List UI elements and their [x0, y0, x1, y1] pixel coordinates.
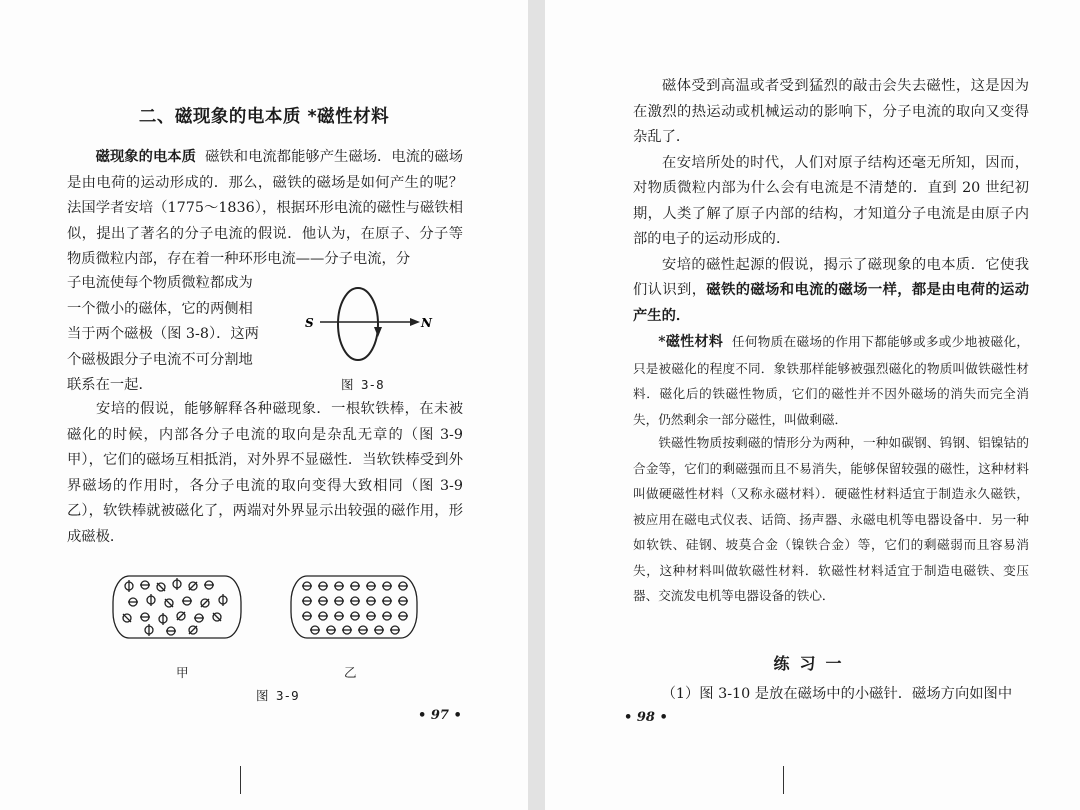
right-page-number: • 98 • [624, 710, 668, 725]
exercise-item-1: （1）图 3-10 是放在磁场中的小磁针．磁场方向如图中 [661, 686, 1013, 702]
exercise-title: 练习一 [773, 654, 852, 673]
figure-3-9-label-a: 甲 [176, 665, 189, 680]
left-page-number: • 97 • [418, 708, 462, 723]
figure-3-8 [298, 285, 438, 365]
left-paragraph-2: 安培的假说，能够解释各种磁现象．一根软铁棒，在未被磁化的时候，内部各分子电流的取向是杂乱无章的（图 3-9 甲），它们的磁场互相抵消，对外界不显磁性．当软铁棒受到外界磁场的作用时，各分子电流的取向变得大致相同（图 3-9 乙），软铁棒就被磁化了，两端对外界显示出较强的磁作用，形成磁极． [67, 401, 463, 545]
aligned-molecular-currents [291, 576, 417, 638]
section-heading: 二、磁现象的电本质 *磁性材料 [138, 107, 390, 127]
wrap-line: 联系在一起． [67, 377, 153, 393]
book-gutter [528, 0, 545, 810]
key-conclusion: 磁铁的磁场和电流的磁场一样，都是由电荷的运动产生的． [633, 282, 1029, 324]
right-paragraph-5: 铁磁性物质按剩磁的情形分为两种，一种如碳钢、钨钢、铝镍钴的合金等，它们的剩磁强而且不易消失，能够保留较强的磁性，这种材料叫做硬磁性材料（又称永磁材料）．硬磁性材料适宜于制造永久磁铁，被应用在磁电式仪表、话筒、扬声器、永磁电机等电器设备中．另一种如软铁、硅钢、坡莫合金（镍铁合金）等，它们的剩磁弱而且容易消失，这种材料叫做软磁性材料．软磁性材料适宜于制造电磁铁、变压器、交流发电机等电器设备的铁心． [633, 435, 1029, 603]
subsection-title: 磁现象的电本质 [95, 149, 196, 165]
right-paragraph-4: *磁性材料 任何物质在磁场的作用下都能够或多或少地被磁化，只是被磁化的程度不同．象铁那样能够被强烈磁化的物质叫做铁磁性材料．磁化后的铁磁性物质，它们的磁性并不因外磁场的消失而完全消失，仍然剩余一部分磁性，叫做剩磁． [633, 334, 1029, 427]
left-paragraph-1 [67, 145, 463, 273]
right-paragraph-3: 安培的磁性起源的假说，揭示了磁现象的电本质．它使我们认识到，磁铁的磁场和电流的磁场一样，都是由电荷的运动产生的． [633, 256, 1029, 324]
right-paragraph-2: 在安培所处的时代，人们对原子结构还毫无所知，因而，对物质微粒内部为什么会有电流是不清楚的．直到 20 世纪初期，人类了解了原子内部的结构，才知道分子电流是由原子内部的电子的运动形成的． [633, 154, 1029, 247]
random-molecular-currents [113, 576, 241, 638]
wrap-line: 子电流使每个物质微粒都成为 [67, 275, 253, 291]
right-paragraph-1: 磁体受到高温或者受到猛烈的敲击会失去磁性，这是因为在激烈的热运动或机械运动的影响下，分子电流的取向又变得杂乱了． [633, 78, 1029, 145]
figure-3-8-caption: 图 3-8 [341, 377, 384, 392]
figure-3-9 [105, 570, 425, 645]
figure-3-9-label-b: 乙 [344, 665, 357, 680]
current-loop [338, 288, 378, 360]
wrap-line: 个磁极跟分子电流不可分割地 [67, 351, 253, 368]
scan-mark [783, 766, 784, 794]
scan-mark [240, 766, 241, 794]
subsection-title-2: *磁性材料 [658, 334, 724, 350]
wrap-line: 当于两个磁极（图 3-8）．这两 [67, 326, 259, 342]
wrap-line: 一个微小的磁体，它的两侧相 [67, 300, 253, 317]
current-direction-arrow [374, 327, 382, 337]
north-pole-label: N [421, 316, 432, 330]
figure-3-9-caption: 图 3-9 [256, 688, 299, 703]
left-paragraph-1-text: 磁铁和电流都能够产生磁场．电流的磁场是由电荷的运动形成的．那么，磁铁的磁场是如何产生的呢？法国学者安培（1775～1836），根据环形电流的磁性与磁铁相似，提出了著名的分子电流的假说．他认为，在原子、分子等物质微粒内部，存在着一种环形电流——分子电流，分 [67, 149, 463, 267]
axis-arrowhead [410, 318, 420, 326]
south-pole-label: S [305, 316, 314, 330]
